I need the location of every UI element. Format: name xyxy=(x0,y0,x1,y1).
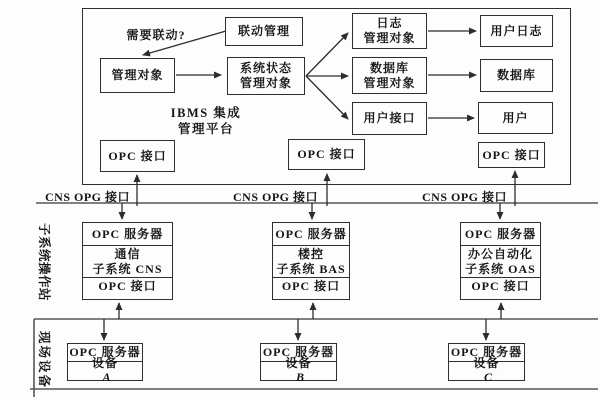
opc-interface-label: OPC 接口 xyxy=(83,277,172,295)
bus-arrows-lower xyxy=(104,303,501,340)
log-management-object-box: 日志 管理对象 xyxy=(352,13,427,49)
subsystem-bas-stack xyxy=(272,222,350,300)
subsystem-oas-stack xyxy=(460,222,541,300)
device-name: 设备 A xyxy=(68,361,142,378)
cns-opg-label-right: CNS OPG 接口 xyxy=(422,190,508,204)
user-log-box: 用户日志 xyxy=(480,15,553,47)
platform-opc-interface-left: OPC 接口 xyxy=(100,140,175,172)
subsystem-layer-label: 子系统操作站 xyxy=(37,222,52,302)
platform-title: IBMS 集成 管理平台 xyxy=(170,106,242,136)
opc-interface-label: OPC 接口 xyxy=(461,277,540,295)
device-name: 设备 C xyxy=(449,361,524,378)
subsystem-cns-stack xyxy=(82,222,173,300)
device-b-stack xyxy=(260,343,337,384)
user-interface-box: 用户接口 xyxy=(352,102,427,135)
subsystem-name: 办公自动化 子系统 OAS xyxy=(461,245,540,277)
opc-server-label: OPC 服务器 xyxy=(91,226,164,241)
subsystem-name: 通信 子系统 CNS xyxy=(83,245,172,277)
need-linkage-label: 需要联动? xyxy=(126,27,186,42)
field-layer-label: 现场设备 xyxy=(37,330,52,390)
user-box: 用户 xyxy=(478,102,553,134)
device-name: 设备 B xyxy=(261,361,336,378)
database-management-object-box: 数据库 管理对象 xyxy=(352,57,427,94)
opc-server-label: OPC 服务器 xyxy=(262,345,335,360)
system-status-object-box: 系统状态 管理对象 xyxy=(227,57,305,95)
opc-server-label: OPC 服务器 xyxy=(450,345,523,360)
opc-server-label: OPC 服务器 xyxy=(69,345,141,360)
platform-opc-interface-middle: OPC 接口 xyxy=(288,139,365,170)
cns-opg-label-middle: CNS OPG 接口 xyxy=(233,190,319,204)
cns-opg-label-left: CNS OPG 接口 xyxy=(45,190,131,204)
linkage-management-box: 联动管理 xyxy=(225,17,303,46)
device-c-stack xyxy=(448,343,525,384)
subsystem-name: 楼控 子系统 BAS xyxy=(273,245,349,277)
opc-interface-label: OPC 接口 xyxy=(273,277,349,295)
opc-server-label: OPC 服务器 xyxy=(464,226,537,241)
opc-server-label: OPC 服务器 xyxy=(275,226,347,241)
database-box: 数据库 xyxy=(480,59,553,92)
managed-object-box: 管理对象 xyxy=(100,58,175,93)
device-a-stack xyxy=(67,343,143,384)
platform-opc-interface-right: OPC 接口 xyxy=(478,142,545,168)
